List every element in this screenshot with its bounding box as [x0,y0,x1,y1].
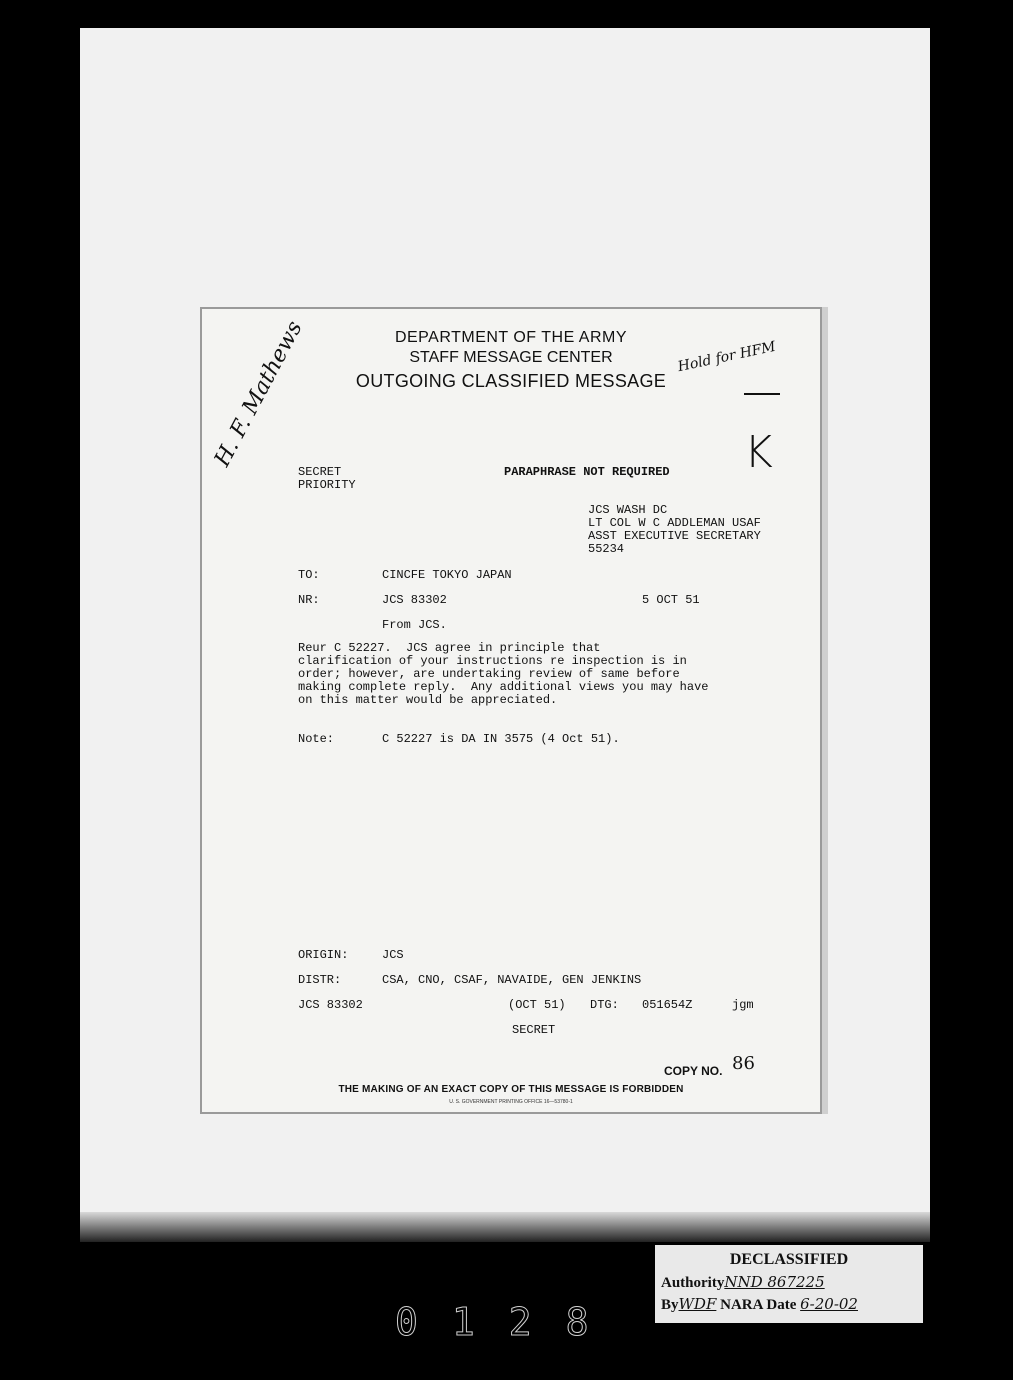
sender-line-1: JCS WASH DC [588,503,668,517]
nr-value: JCS 83302 [382,593,447,607]
declassified-title: DECLASSIFIED [729,1251,849,1268]
note-value: C 52227 is DA IN 3575 (4 Oct 51). [382,732,620,746]
nara-label: NARA Date [720,1297,797,1313]
form-title: OUTGOING CLASSIFIED MESSAGE [355,371,667,391]
message-body: Reur C 52227. JCS agree in principle that clarification of your instructions re inspection is in order; however, are undertaking review of same before making complete reply. Any additional views you may have on this matter would be appreciated. [298,641,709,707]
handwritten-initial: K [744,427,773,478]
by-label: By [661,1297,679,1313]
oct-marker: (OCT 51) [508,998,566,1012]
copy-label: COPY NO. [664,1064,723,1078]
nr-label: NR: [298,593,320,607]
to-value: CINCFE TOKYO JAPAN [382,568,512,582]
declassified-stamp [655,1245,923,1323]
paraphrase-label: PARAPHRASE NOT REQUIRED [504,465,670,479]
message-date: 5 OCT 51 [642,593,700,607]
priority-label: PRIORITY [298,478,356,492]
copy-warning: THE MAKING OF AN EXACT COPY OF THIS MESSAGE IS FORBIDDEN [338,1084,684,1095]
sender-line-3: ASST EXECUTIVE SECRETARY [588,529,761,543]
sender-line-4: 55234 [588,542,625,556]
by-line [661,1295,858,1314]
printing-office-line: U. S. GOVERNMENT PRINTING OFFICE 16—53780-1 [449,1099,573,1105]
footer-secret: SECRET [512,1023,556,1037]
to-label: TO: [298,568,320,582]
reference-number: JCS 83302 [298,998,363,1012]
dtg-value: 051654Z [642,998,693,1012]
nara-value: 6-20-02 [800,1295,858,1313]
message-form [200,307,822,1114]
department-heading: DEPARTMENT OF THE ARMY [394,329,628,346]
authority-value: NND 867225 [724,1273,825,1291]
authority-line [661,1273,825,1292]
from-line: From JCS. [382,618,447,632]
by-value: WDF [678,1295,717,1313]
origin-label: ORIGIN: [298,948,349,962]
authority-label: Authority [661,1275,725,1291]
scan-shadow [80,1212,930,1242]
frame-number: 0128 [395,1300,623,1344]
distr-value: CSA, CNO, CSAF, NAVAIDE, GEN JENKINS [382,973,642,987]
dtg-label: DTG: [590,998,619,1012]
copy-number: 86 [732,1053,755,1074]
center-heading: STAFF MESSAGE CENTER [409,349,613,366]
origin-value: JCS [382,948,404,962]
handwritten-note: Hold for HFM [676,338,778,376]
typist-initials: jgm [732,998,754,1012]
handwritten-signature: H. F. Mathews [210,317,308,471]
note-label: Note: [298,732,335,746]
secret-label: SECRET [298,465,342,479]
distr-label: DISTR: [298,973,342,987]
struck-mark [744,379,780,395]
sender-line-2: LT COL W C ADDLEMAN USAF [588,516,761,530]
